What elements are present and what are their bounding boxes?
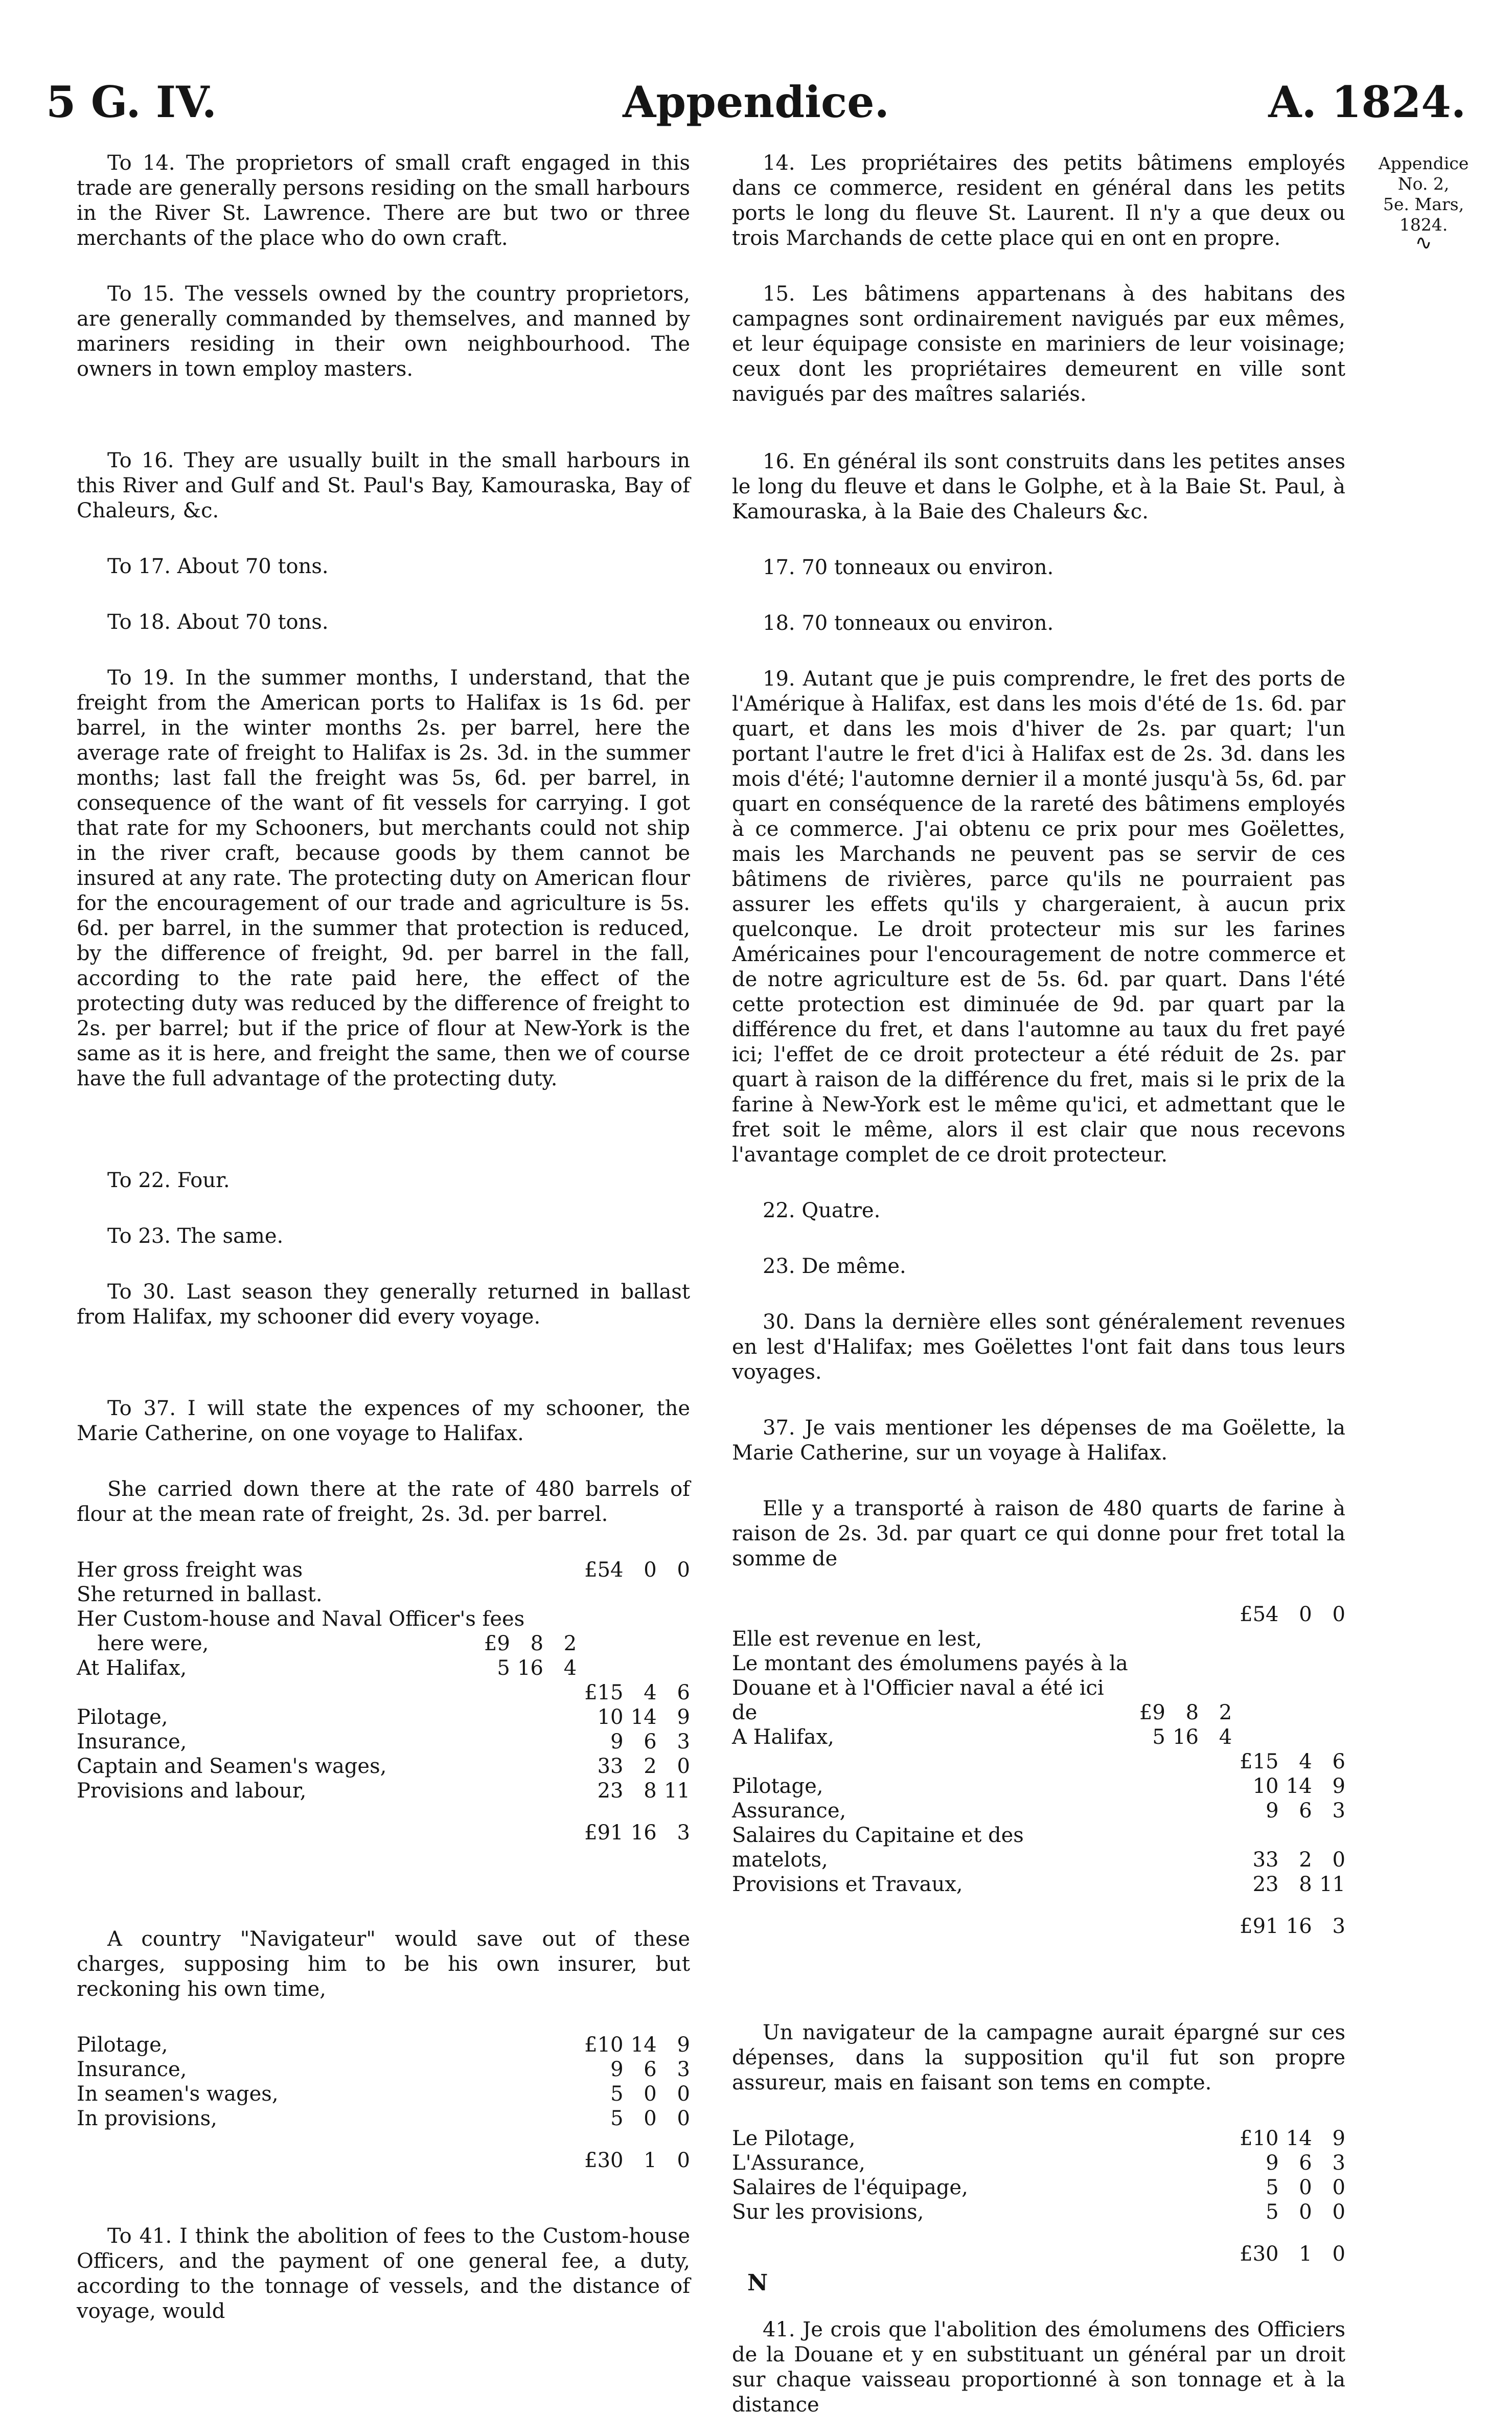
ledger-row	[77, 1582, 690, 1607]
ledger-label: Provisions et Travaux,	[732, 1873, 963, 1896]
ledger-label: Provisions and labour,	[77, 1779, 307, 1803]
ledger-label: Pilotage,	[77, 1705, 168, 1729]
shillings-value: 16	[1173, 1725, 1199, 1749]
shillings-value: 14	[630, 2033, 657, 2057]
pence-value: 3	[677, 1821, 690, 1845]
ledger-label: Salaires du Capitaine et des matelots,	[732, 1824, 1024, 1872]
pence-value: 3	[677, 2058, 690, 2081]
ledger-label: Douane et à l'Officier naval a été ici de	[732, 1676, 1104, 1724]
ledger-label: In provisions,	[77, 2107, 217, 2130]
ledger-label: Pilotage,	[732, 1774, 823, 1798]
pounds-value: 5	[1266, 2176, 1279, 2199]
ledger-row	[77, 1680, 690, 1705]
shillings-value: 14	[630, 1705, 657, 1729]
answer-15-fr: 15. Les bâtimens appartenans à des habitans des campagnes sont ordinairement navigués par eux mêmes, et leur équipage consiste en mariniers de leur voisinage; ceux dont les propriétaires demeurent en ville sont navigués par des maîtres salariés.	[732, 282, 1345, 406]
shillings-value: 14	[1286, 1774, 1312, 1798]
shillings-value: 6	[644, 1730, 657, 1754]
answer-19-en: To 19. In the summer months, I understand, that the freight from the American ports to Halifax is 1s 6d. per barrel, in the winter months 2s. per barrel, here the average rate of freight to Halifax is 2s. 3d. in the summer months; last fall the freight was 5s, 6d. per barrel, in consequence of the want of fit vessels for carrying. I got that rate for my Schooners, but merchants could not ship in the river craft, because goods by them cannot be insured at any rate. The protecting duty on American flour for the encouragement of our trade and agriculture is 5s. 6d. per barrel, in the summer that protection is reduced, by the difference of freight, 9d. per barrel in the fall, according to the rate paid here, the effect of the protecting duty was reduced by the difference of freight to 2s. per barrel; but if the price of flour at New-York is the same as it is here, and freight the same, then we of course have the full advantage of the protecting duty.	[77, 666, 690, 1090]
ledger-row	[77, 2082, 690, 2106]
answer-22-en: To 22. Four.	[107, 1169, 230, 1192]
pence-value: 3	[677, 1730, 690, 1754]
pence-value: 0	[677, 2082, 690, 2106]
pounds-value: 33	[1252, 1848, 1279, 1872]
pence-value: 9	[677, 1705, 690, 1729]
pounds-value: £91	[1240, 1915, 1279, 1938]
pounds-value: 5	[1266, 2200, 1279, 2224]
cargo-statement-en: She carried down there at the rate of 480 barrels of flour at the mean rate of freight, 2s. 3d. per barrel.	[77, 1477, 690, 1526]
ledger-total-row	[732, 1897, 1345, 1939]
ledger-row	[732, 1749, 1345, 1774]
pence-value: 0	[1332, 2176, 1345, 2199]
ledger-row	[77, 1754, 690, 1779]
pounds-value: 33	[597, 1755, 624, 1778]
margin-note	[1355, 153, 1493, 255]
ledger-row	[732, 1676, 1345, 1725]
ledger-label: Insurance,	[77, 1730, 187, 1754]
ledger-row	[732, 1725, 1345, 1749]
pounds-value: 5	[610, 2082, 624, 2106]
shillings-value: 6	[1299, 2151, 1312, 2175]
ledger-label: Her Custom-house and Naval Officer's fees	[77, 1607, 525, 1631]
pounds-value: 9	[610, 2058, 624, 2081]
running-head-year: A. 1824.	[1268, 77, 1466, 127]
shillings-value: 0	[644, 1558, 657, 1582]
answer-14-fr: 14. Les propriétaires des petits bâtimens employés dans ce commerce, resident en général dans les petits ports le long du fleuve St. Laurent. Il n'y a que deux ou trois Marchands de cette place qui en ont en propre.	[732, 151, 1345, 250]
ledger-label: Salaires de l'équipage,	[732, 2176, 968, 2199]
savings-ledger-en	[77, 2033, 690, 2173]
ledger-label: Her gross freight was	[77, 1558, 303, 1582]
answer-14-en: To 14. The proprietors of small craft engaged in this trade are generally persons residing on the small harbours in the River St. Lawrence. There are but two or three merchants of the place who do own craft.	[77, 151, 690, 250]
english-column	[77, 151, 690, 2341]
answer-16-fr: 16. En général ils sont construits dans les petites anses le long du fleuve et dans le Golphe, et à la Baie St. Paul, à Kamouraska, à la Baie des Chaleurs &c.	[732, 450, 1345, 524]
pence-value: 0	[677, 2107, 690, 2130]
pounds-value: £10	[1240, 2127, 1279, 2150]
flourish-ornament: ∿	[1415, 231, 1432, 255]
pence-value: 0	[1332, 2242, 1345, 2266]
ledger-total-row	[732, 2224, 1345, 2266]
ledger-row	[732, 2151, 1345, 2175]
pounds-value: £9	[1139, 1701, 1165, 1724]
answer-22-fr: 22. Quatre.	[763, 1199, 881, 1222]
shillings-value: 4	[644, 1681, 657, 1704]
navigateur-savings-en: A country "Navigateur" would save out of these charges, supposing him to be his own insurer, but reckoning his own time,	[77, 1927, 690, 2001]
margin-note-line: No. 2,	[1398, 174, 1450, 194]
shillings-value: 0	[1299, 1603, 1312, 1626]
answer-30-fr: 30. Dans la dernière elles sont généralement revenues en lest d'Halifax; mes Goëlettes l'ont fait dans tous leurs voyages.	[732, 1310, 1345, 1384]
answer-15-en: To 15. The vessels owned by the country proprietors, are generally commanded by themselves, and manned by mariners residing in their own neighbourhood. The owners in town employ masters.	[77, 282, 690, 381]
savings-ledger-fr	[732, 2126, 1345, 2266]
ledger-row	[77, 2057, 690, 2082]
pence-value: 9	[677, 2033, 690, 2057]
ledger-row	[732, 2200, 1345, 2224]
pounds-value: £54	[584, 1558, 624, 1582]
ledger-label: L'Assurance,	[732, 2151, 865, 2175]
pounds-value: £15	[584, 1681, 624, 1704]
pence-value: 3	[1332, 2151, 1345, 2175]
pence-value: 11	[1319, 1873, 1345, 1896]
shillings-value: 8	[644, 1779, 657, 1803]
pounds-value: £15	[1240, 1750, 1279, 1773]
pounds-value: 10	[597, 1705, 624, 1729]
ledger-label: here were,	[97, 1632, 209, 1655]
ledger-row	[77, 1729, 690, 1754]
ledger-row	[77, 1631, 690, 1656]
ledger-row	[732, 1872, 1345, 1897]
ledger-label: Sur les provisions,	[732, 2200, 924, 2224]
shillings-value: 2	[1299, 1848, 1312, 1872]
ledger-label: A Halifax,	[732, 1725, 834, 1749]
ledger-label: At Halifax,	[77, 1656, 187, 1680]
pence-value: 0	[677, 1558, 690, 1582]
shillings-value: 0	[644, 2082, 657, 2106]
ledger-label: Le Pilotage,	[732, 2127, 856, 2150]
answer-17-en: To 17. About 70 tons.	[107, 555, 329, 578]
answer-30-en: To 30. Last season they generally returned in ballast from Halifax, my schooner did every voyage.	[77, 1280, 690, 1329]
ledger-label: Assurance,	[732, 1799, 846, 1823]
ledger-total-row	[77, 1803, 690, 1845]
pounds-value: £91	[584, 1821, 624, 1845]
shillings-value: 4	[1299, 1750, 1312, 1773]
pounds-value: £9	[484, 1632, 510, 1655]
shillings-value: 2	[644, 1755, 657, 1778]
pence-value: 4	[1219, 1725, 1232, 1749]
answer-16-en: To 16. They are usually built in the small harbours in this River and Gulf and St. Paul's Bay, Kamouraska, Bay of Chaleurs, &c.	[77, 449, 690, 522]
shillings-value: 1	[1299, 2242, 1312, 2266]
pounds-value: £54	[1240, 1603, 1279, 1626]
ledger-row	[77, 1779, 690, 1803]
expense-ledger-en	[77, 1558, 690, 1845]
french-column	[732, 151, 1345, 2435]
cargo-statement-fr: Elle y a transporté à raison de 480 quarts de farine à raison de 2s. 3d. par quart ce qui donne pour fret total la somme de	[732, 1497, 1345, 1571]
expense-ledger-fr	[732, 1602, 1345, 1939]
pence-value: 9	[1332, 1774, 1345, 1798]
answer-41-en: To 41. I think the abolition of fees to the Custom-house Officers, and the payment of one general fee, a duty, according to the tonnage of vessels, and the distance of voyage, would	[77, 2224, 690, 2323]
ledger-row	[77, 1558, 690, 1582]
margin-note-line: 1824.	[1399, 215, 1448, 235]
ledger-label: Pilotage,	[77, 2033, 168, 2057]
margin-note-line: Appendice	[1378, 153, 1469, 173]
pounds-value: 9	[1266, 2151, 1279, 2175]
shillings-value: 8	[530, 1632, 544, 1655]
running-head-session: 5 G. IV.	[46, 77, 217, 127]
answer-37-en: To 37. I will state the expences of my schooner, the Marie Catherine, on one voyage to Halifax.	[77, 1397, 690, 1445]
ledger-label: Le montant des émolumens payés à la	[732, 1652, 1128, 1675]
pounds-value: 5	[497, 1656, 510, 1680]
shillings-value: 8	[1299, 1873, 1312, 1896]
answer-23-fr: 23. De même.	[763, 1255, 906, 1278]
shillings-value: 8	[1185, 1701, 1199, 1724]
margin-note-line: 5e. Mars,	[1383, 194, 1464, 214]
pence-value: 0	[1332, 1603, 1345, 1626]
pence-value: 11	[664, 1779, 690, 1803]
shillings-value: 16	[630, 1821, 657, 1845]
shillings-value: 6	[1299, 1799, 1312, 1823]
pounds-value: £10	[584, 2033, 624, 2057]
pounds-value: 10	[1252, 1774, 1279, 1798]
ledger-row	[732, 1651, 1345, 1676]
pounds-value: £30	[1240, 2242, 1279, 2266]
answer-19-fr: 19. Autant que je puis comprendre, le fret des ports de l'Amérique à Halifax, est dans les mois d'été de 1s. 6d. par quart, et dans les mois d'hiver de 2s. par quart; l'un portant l'autre le fret d'ici à Halifax est de 2s. 3d. dans les mois d'été; l'automne dernier il a monté jusqu'à 5s, 6d. par quart en conséquence de la rareté des bâtimens employés à ce commerce. J'ai obtenu ce prix pour mes Goëlettes, mais les Marchands ne peuvent pas se servir de ces bâtimens de rivières, parce qu'ils ne pourraient pas assurer les effets qu'ils y chargeraient, à aucun prix quelconque. Le droit protecteur mis sur les farines Américaines pour l'encouragement de notre commerce et de notre agriculture est de 5s. 6d. par quart. Dans l'été cette protection est diminuée de 9d. par quart par la différence du fret, et dans l'automne au taux du fret payé ici; l'effet de ce droit protecteur a été réduit de 2s. par quart à raison de la différence du fret, mais si le prix de la farine à New-York est le même qu'ici, et admettant que le fret soit le même, alors il est clair que nous recevons l'avantage complet de ce droit protecteur.	[732, 667, 1345, 1167]
pence-value: 3	[1332, 1915, 1345, 1938]
shillings-value: 0	[1299, 2200, 1312, 2224]
answer-18-en: To 18. About 70 tons.	[107, 610, 329, 634]
ledger-row	[732, 1823, 1345, 1872]
shillings-value: 16	[517, 1656, 544, 1680]
pence-value: 0	[677, 1755, 690, 1778]
pence-value: 2	[1219, 1701, 1232, 1724]
ledger-row	[732, 2175, 1345, 2200]
pence-value: 9	[1332, 2127, 1345, 2150]
ledger-row	[732, 2126, 1345, 2151]
shillings-value: 0	[1299, 2176, 1312, 2199]
ledger-row	[77, 2106, 690, 2131]
ledger-row	[732, 1774, 1345, 1799]
running-head-title: Appendice.	[623, 77, 889, 127]
pence-value: 0	[1332, 1848, 1345, 1872]
ledger-row	[77, 2033, 690, 2057]
shillings-value: 16	[1286, 1915, 1312, 1938]
answer-17-fr: 17. 70 tonneaux ou environ.	[763, 556, 1054, 579]
shillings-value: 0	[644, 2107, 657, 2130]
answer-23-en: To 23. The same.	[107, 1224, 284, 1248]
shillings-value: 6	[644, 2058, 657, 2081]
pence-value: 0	[677, 2149, 690, 2172]
navigateur-savings-fr: Un navigateur de la campagne aurait épargné sur ces dépenses, dans la supposition qu'il fut son propre assureur, mais en faisant son tems en compte.	[732, 2021, 1345, 2095]
ledger-label: She returned in ballast.	[77, 1583, 323, 1606]
ledger-label: Elle est revenue en lest,	[732, 1627, 982, 1651]
pounds-value: 23	[1252, 1873, 1279, 1896]
answer-18-fr: 18. 70 tonneaux ou environ.	[763, 611, 1054, 635]
answer-37-fr: 37. Je vais mentioner les dépenses de ma Goëlette, la Marie Catherine, sur un voyage à Halifax.	[732, 1416, 1345, 1465]
answer-41-fr: 41. Je crois que l'abolition des émolumens des Officiers de la Douane et y en substituant un général par un droit sur chaque vaisseau proportionné à son tonnage et à la distance	[732, 2318, 1345, 2417]
ledger-row	[77, 1607, 690, 1631]
pounds-value: 9	[1266, 1799, 1279, 1823]
ledger-total-row	[77, 2131, 690, 2173]
ledger-row	[732, 1799, 1345, 1823]
pounds-value: 9	[610, 1730, 624, 1754]
ledger-row	[77, 1705, 690, 1729]
pounds-value: 23	[597, 1779, 624, 1803]
ledger-label: Captain and Seamen's wages,	[77, 1755, 387, 1778]
pence-value: 6	[1332, 1750, 1345, 1773]
pence-value: 4	[563, 1656, 577, 1680]
pence-value: 6	[677, 1681, 690, 1704]
shillings-value: 14	[1286, 2127, 1312, 2150]
ledger-row	[732, 1627, 1345, 1651]
pounds-value: 5	[1152, 1725, 1165, 1749]
ledger-label: Insurance,	[77, 2058, 187, 2081]
pence-value: 2	[563, 1632, 577, 1655]
pence-value: 3	[1332, 1799, 1345, 1823]
ledger-row	[77, 1656, 690, 1680]
pounds-value: £30	[584, 2149, 624, 2172]
pence-value: 0	[1332, 2200, 1345, 2224]
pounds-value: 5	[610, 2107, 624, 2130]
ledger-row	[732, 1602, 1345, 1627]
ledger-label: In seamen's wages,	[77, 2082, 279, 2106]
shillings-value: 1	[644, 2149, 657, 2172]
signature-mark: N	[747, 2270, 768, 2296]
